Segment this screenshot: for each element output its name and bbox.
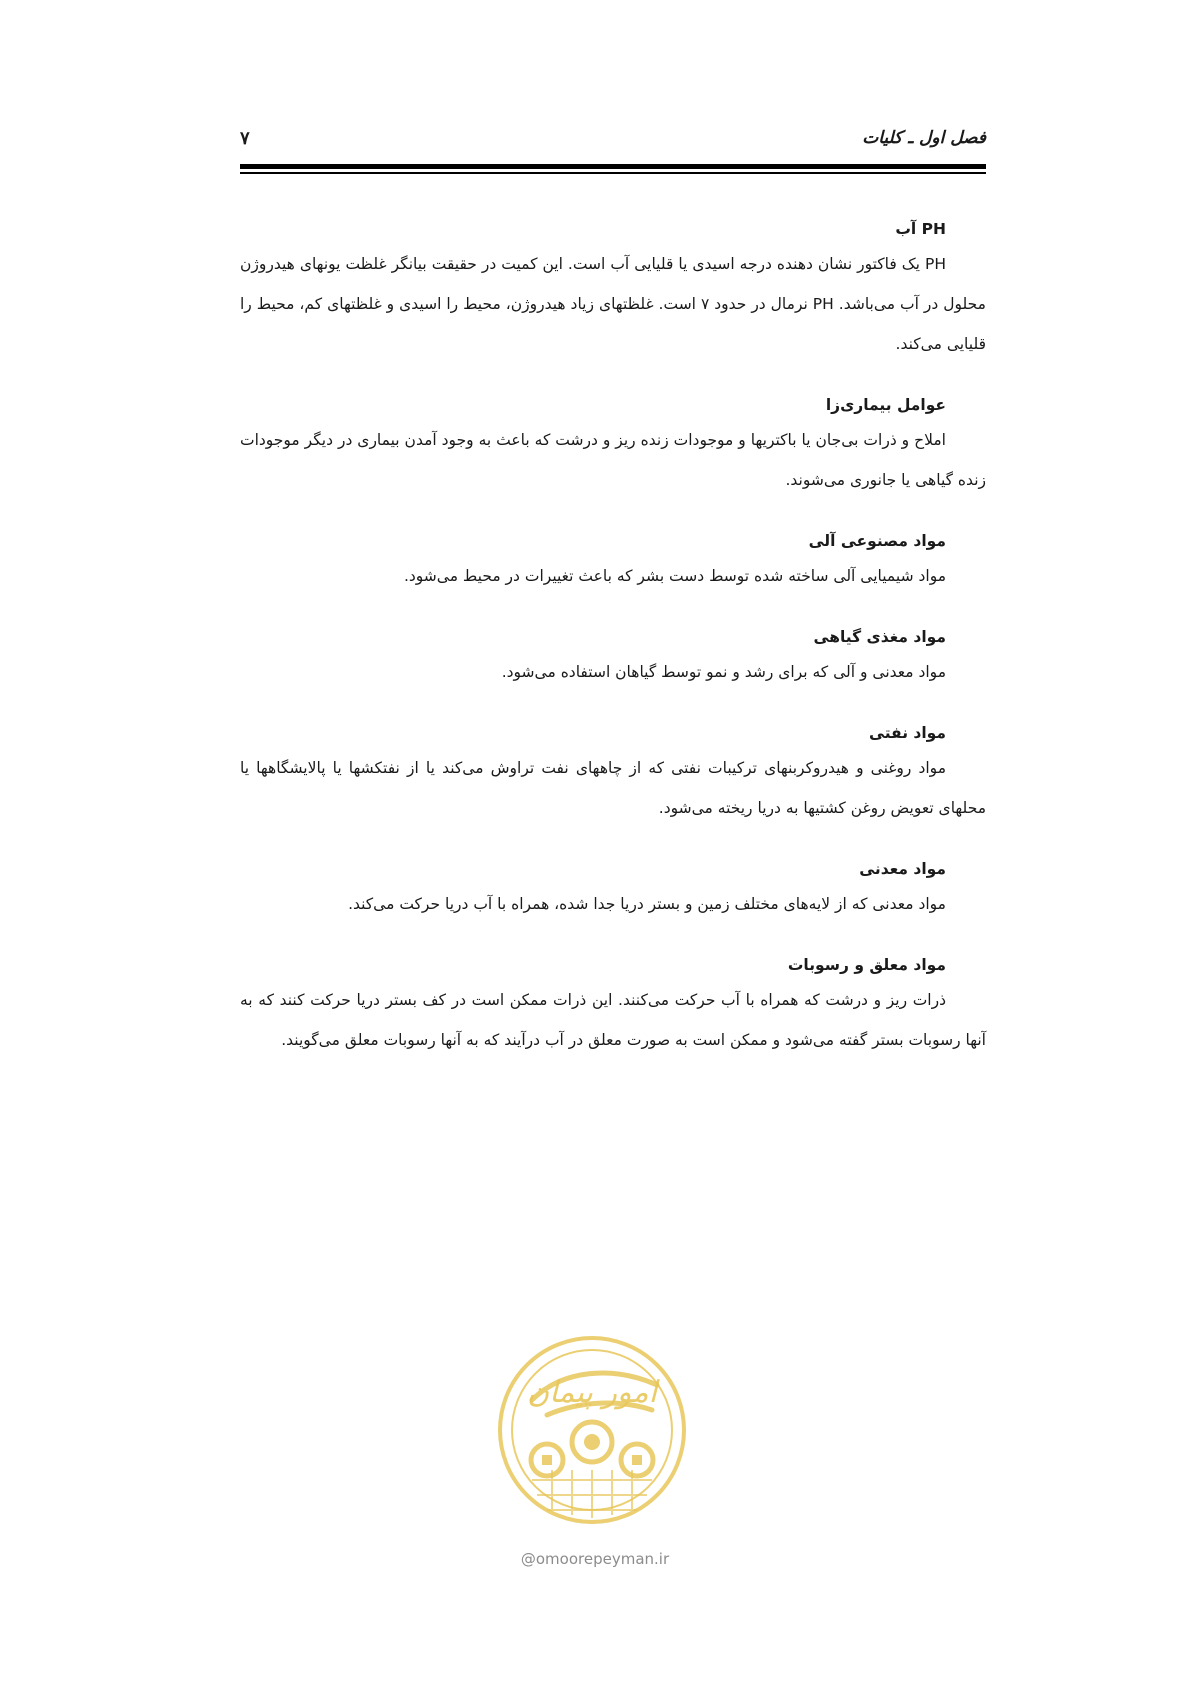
watermark-logo-text: امور پیمان — [527, 1375, 657, 1410]
section-heading: مواد معلق و رسوبات — [787, 956, 946, 974]
page-header — [240, 128, 986, 156]
section-paragraph: PH یک فاکتور نشان دهنده درجه اسیدی یا قلیایی آب است. این کمیت در حقیقت بیانگر غلظت یونهای هیدروژن محلول در آب می‌باشد. PH نرمال در حدود ۷ است. غلظتهای زیاد هیدروژن، محیط را اسیدی و غلظتهای کم، محیط را قلیایی می‌کند. — [240, 255, 986, 353]
section-plant-nutrients — [240, 622, 986, 692]
section-paragraph: ذرات ریز و درشت که همراه با آب حرکت می‌کنند. این ذرات ممکن است در کف بستر دریا حرکت کنند که به آنها رسوبات بستر گفته می‌شود و ممکن است به صورت معلق در آب درآیند که به آنها رسوبات معلق می‌گویند. — [240, 991, 986, 1049]
section-synthetic-organic — [240, 526, 986, 596]
header-rule-thick — [240, 164, 986, 169]
section-heading: مواد مغذی گیاهی — [813, 628, 946, 646]
section-heading: PH آب — [895, 220, 946, 238]
section-petroleum — [240, 718, 986, 828]
watermark-site: @omoorepeyman.ir — [520, 1550, 670, 1568]
section-paragraph: مواد شیمیایی آلی ساخته شده توسط دست بشر که باعث تغییرات در محیط می‌شود. — [403, 567, 946, 585]
section-pathogens — [240, 390, 986, 500]
section-heading: مواد مصنوعی آلی — [808, 532, 946, 550]
section-paragraph: املاح و ذرات بی‌جان یا باکتریها و موجودات زنده ریز و درشت که باعث به وجود آمدن بیماری در دیگر موجودات زنده گیاهی یا جانوری می‌شوند. — [240, 431, 986, 489]
page-number: ۷ — [240, 128, 250, 149]
section-paragraph: مواد معدنی که از لایه‌های مختلف زمین و بستر دریا جدا شده، همراه با آب دریا حرکت می‌کند. — [348, 895, 946, 913]
section-paragraph: مواد معدنی و آلی که برای رشد و نمو توسط گیاهان استفاده می‌شود. — [501, 663, 946, 681]
section-heading: مواد معدنی — [859, 860, 946, 878]
section-heading: عوامل بیماری‌زا — [825, 396, 946, 414]
section-ph — [240, 214, 986, 364]
header-rule-thin — [240, 172, 986, 174]
section-minerals — [240, 854, 986, 924]
chapter-title: فصل اول ـ کلیات — [862, 128, 986, 148]
section-sediments — [240, 950, 986, 1060]
watermark-logo — [492, 1330, 692, 1530]
page-content — [240, 214, 986, 1086]
section-heading: مواد نفتی — [869, 724, 946, 742]
section-paragraph: مواد روغنی و هیدروکربنهای ترکیبات نفتی که از چاههای نفت تراوش می‌کند یا از نفتکشها یا پالایشگاهها یا محلهای تعویض روغن کشتیها به دریا ریخته می‌شود. — [240, 759, 986, 817]
